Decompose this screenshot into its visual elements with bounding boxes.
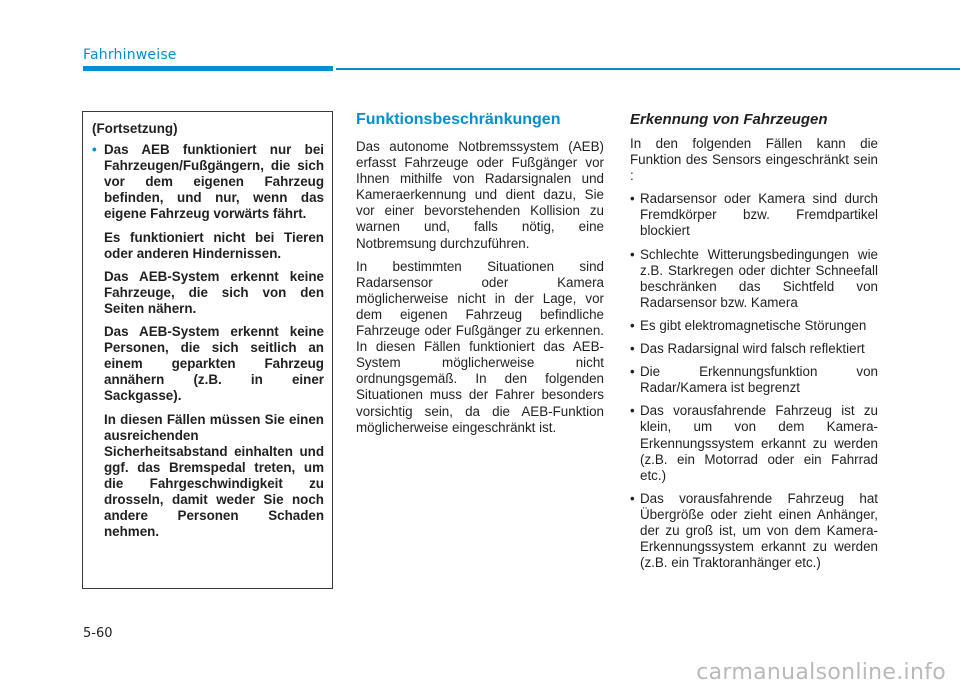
- limitation-list: [630, 191, 878, 571]
- list-item: • Das vorausfahrende Fahrzeug ist zu klein, um von dem Kamera-Erkennungssystem erkannt zu werden (z.B. ein Motorrad oder ein Fahrrad etc.): [630, 403, 878, 483]
- warning-paragraph: Das AEB-System erkennt keine Personen, die sich seitlich an einem geparkten Fahrzeug annähern (z.B. in einer Sackgasse).: [104, 324, 324, 404]
- body-paragraph: In bestimmten Situationen sind Radarsensor oder Kamera möglicherweise nicht in der Lage, vor dem eigenen Fahrzeug befindliche Fahrzeuge oder Fußgänger zu erkennen. In diesen Fällen funktioniert das AEB-System möglicherweise nicht ordnungsgemäß. In den folgenden Situationen muss der Fahrer besonders vorsichtig sein, da die AEB-Funktion möglicherweise eingeschränkt ist.: [356, 258, 604, 435]
- warning-paragraph: Das AEB funktioniert nur bei Fahrzeugen/Fußgängern, die sich vor dem eigenen Fahrzeug befinden, und nur, wenn das eigene Fahrzeug vorwärts fährt.: [104, 142, 324, 222]
- bullet-icon: •: [92, 142, 97, 158]
- list-item: • Das vorausfahrende Fahrzeug hat Übergröße oder zieht einen Anhänger, der zu groß ist, um von dem Kamera-Erkennungssystem erkannt zu werden (z.B. ein Traktoranhänger etc.): [630, 491, 878, 571]
- watermark: carmanualsonline.info: [696, 660, 946, 685]
- middle-column: [356, 110, 604, 443]
- warning-paragraph: Es funktioniert nicht bei Tieren oder anderen Hindernissen.: [104, 229, 324, 261]
- warning-item: [92, 142, 324, 540]
- list-item: • Radarsensor oder Kamera sind durch Fremdkörper bzw. Fremdpartikel blockiert: [630, 191, 878, 239]
- vehicle-detection-heading: Erkennung von Fahrzeugen: [630, 111, 828, 128]
- limitations-heading: Funktionsbeschränkungen: [356, 111, 561, 128]
- list-item: • Schlechte Witterungsbedingungen wie z.B. Starkregen oder dichter Schneefall beschränken das Sichtfeld von Radarsensor bzw. Kamera: [630, 247, 878, 311]
- body-paragraph: Das autonome Notbremssystem (AEB) erfasst Fahrzeuge oder Fußgänger vor Ihnen mithilfe von Radarsignalen und Kameraerkennung und dient dazu, Sie vor einer bevorstehenden Kollision zu warnen und, falls nötig, eine Notbremsung durchzuführen.: [356, 139, 604, 251]
- list-item: • Die Erkennungsfunktion von Radar/Kamera ist begrenzt: [630, 364, 878, 396]
- list-item: • Das Radarsignal wird falsch reflektiert: [630, 341, 878, 357]
- section-title: Fahrhinweise: [83, 47, 177, 63]
- warning-paragraph: In diesen Fällen müssen Sie einen ausreichenden Sicherheitsabstand einhalten und ggf. das Bremspedal treten, um die Fahrgeschwindigkeit zu drosseln, damit weder Sie noch andere Personen Schaden nehmen.: [104, 411, 324, 540]
- intro-paragraph: In den folgenden Fällen kann die Funktion des Sensors eingeschränkt sein :: [630, 136, 878, 184]
- header-rule-thin: [336, 68, 960, 70]
- header-rule-thick: [83, 66, 333, 71]
- warning-box: [82, 111, 333, 589]
- warning-paragraph: Das AEB-System erkennt keine Fahrzeuge, die sich von den Seiten nähern.: [104, 268, 324, 316]
- page-number: 5-60: [83, 626, 113, 641]
- right-column: [630, 110, 878, 578]
- continuation-label: (Fortsetzung): [92, 121, 178, 136]
- list-item: • Es gibt elektromagnetische Störungen: [630, 318, 878, 334]
